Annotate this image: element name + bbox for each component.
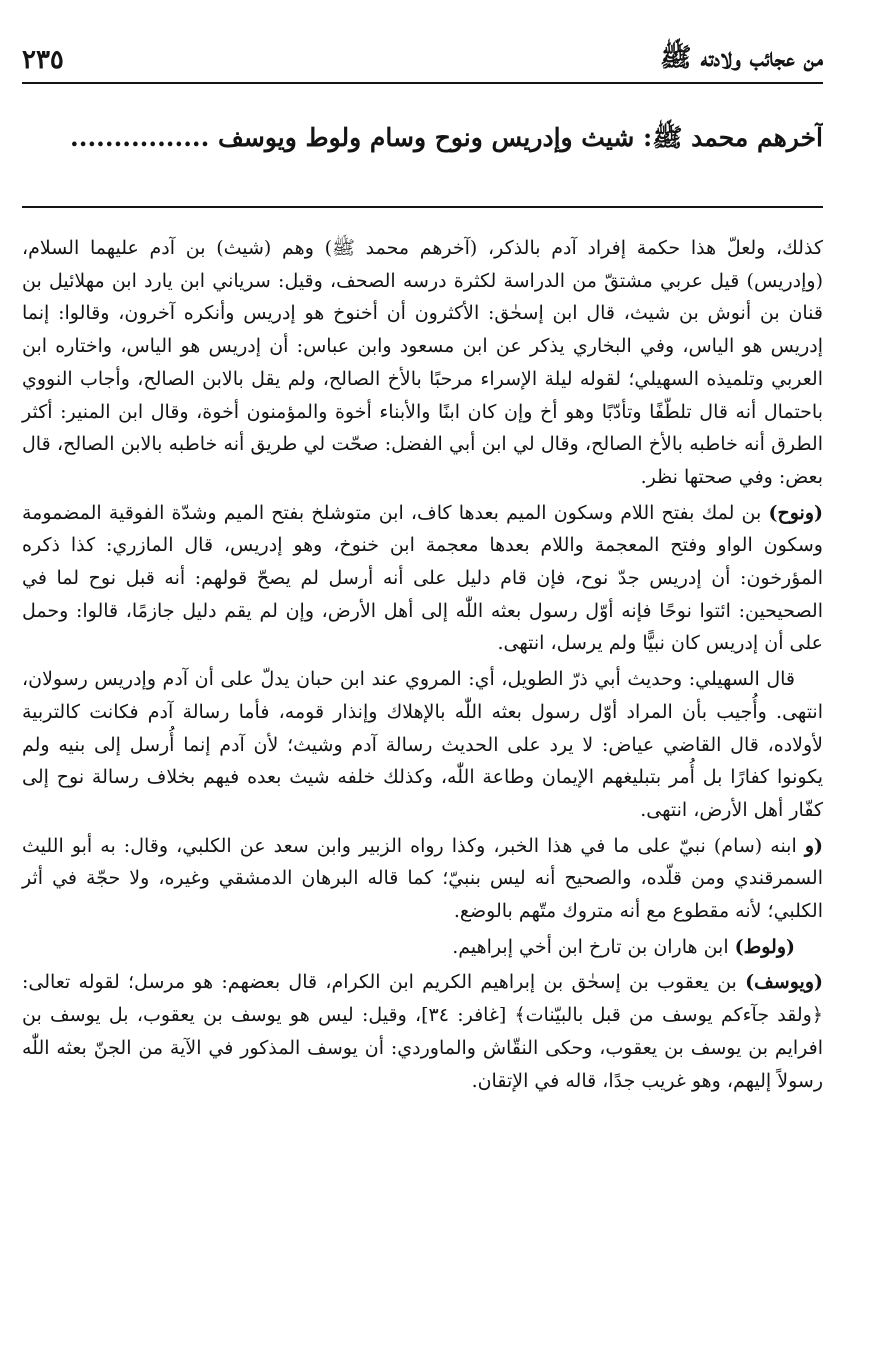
paragraph-text: ابنه (سام) نبيّ على ما في هذا الخبر، وكذا رواه الزبير وابن سعد عن الكلبي، وقال: به أبو الليث السمرقندي ومن قلّده، والصحيح أنه ليس بنبيّ؛ كما قاله البرهان الدمشقي وغيره، ولا حجّة في أثر الكلبي؛ لأنه مقطوع مع أنه متروك متّهم بالوضع. (22, 834, 823, 923)
paragraph-heading: (ويوسف) (745, 971, 823, 994)
matn-ellipsis: ................ (70, 123, 210, 152)
commentary-paragraph (22, 966, 823, 1097)
paragraph-text: بن يعقوب بن إسحٰق بن إبراهيم الكريم ابن الكرام، قال بعضهم: هو مرسل؛ لقوله تعالى: ﴿ولقد جآءكم يوسف من قبل بالبيّنات﴾ [غافر: ٣٤]، وقيل: ليس هو يوسف بن يعقوب، بل يوسف بن افرايم بن يوسف بن يعقوب، وحكى النقّاش والماوردي: أن يوسف المذكور في الآية من الجنّ بعثه اللّٰه رسولاً إليهم، وهو غريب جدًا، قاله في الإتقان. (22, 971, 823, 1092)
matn-line (22, 118, 823, 158)
paragraph-text: كذلك، ولعلّ هذا حكمة إفراد آدم بالذكر، (آخرهم محمد ﷺ) وهم (شيث) بن آدم عليهما السلام، (وإدريس) قيل عربي مشتقّ من الدراسة لكثرة درسه الصحف، وقيل: سرياني ابن يارد ابن مهلائيل بن قنان بن أنوش بن شيث، قال ابن إسحٰق: الأكثرون أن أخنوخ هو إدريس وأنكره آخرون، وقالوا: إنما إدريس هو الياس، وفي البخاري يذكر عن ابن مسعود وابن عباس: أن إدريس هو الياس، واختاره ابن العربي وتلميذه السهيلي؛ لقوله ليلة الإسراء مرحبًا بالأخ الصالح، ولم يقل بالابن الصالح، وأجاب النووي باحتمال أنه قال تلطّفًا وتأدّبًا وهو أخ وإن كان ابنًا والأبناء أخوة والمؤمنون أخوة، وقال ابن المنير: أكثر الطرق أنه خاطبه بالأخ الصالح، وقال لي ابن أبي الفضل: صحّت لي طريق أنه خاطبه بالابن الصالح، قال بعض: وفي صحتها نظر. (22, 237, 823, 488)
paragraph-text: ابن هاران بن تارخ ابن أخي إبراهيم. (452, 935, 735, 958)
running-header (22, 38, 823, 82)
matn-commentary-separator (22, 206, 823, 208)
paragraph-heading: (ونوح) (768, 501, 823, 524)
paragraph-text: قال السهيلي: وحديث أبي ذرّ الطويل، أي: المروي عند ابن حبان يدلّ على أن آدم وإدريس رسولان، انتهى. وأُجيب بأن المراد أوّل رسول بعثه اللّٰه بالإهلاك وإنذار قومه، فأما رسالة آدم فكانت كالتربية لأولاده، قال القاضي عياض: لا يرد على الحديث رسالة آدم وشيث؛ لأن آدم إنما أُرسل إلى بنيه ولم يكونوا كفارًا بل أُمر بتبليغهم الإيمان وطاعة اللّٰه، وكذلك خلفه شيث بعده فيهم بخلاف رسالة نوح إلى كفّار أهل الأرض، انتهى. (22, 668, 823, 821)
paragraph-heading: (ولوط) (734, 935, 795, 958)
commentary-paragraph (22, 830, 823, 928)
paragraph-heading: (و (804, 834, 823, 857)
commentary-paragraph (22, 931, 823, 964)
page-number: ٢٣٥ (22, 45, 64, 75)
commentary (22, 232, 823, 1097)
commentary-paragraph (22, 663, 823, 827)
running-title: من عجائب ولادته ﷺ (660, 43, 823, 73)
commentary-paragraph (22, 232, 823, 494)
commentary-paragraph (22, 497, 823, 661)
header-rule (22, 82, 823, 84)
paragraph-text: بن لمك بفتح اللام وسكون الميم بعدها كاف، ابن متوشلخ بفتح الميم وشدّة الفوقية المضمومة وسكون الواو وفتح المعجمة واللام بعدها معجمة ابن خنوخ، وهو إدريس، قال المازري: كذا ذكره المؤرخون: أن إدريس جدّ نوح، فإن قام دليل على أنه أرسل لم يصحّ قولهم: أنه قبل نوح لما في الصحيحين: ائتوا نوحًا فإنه أوّل رسول بعثه اللّٰه إلى أهل الأرض، وإن لم يقم دليل جازمًا، قالوا: وحمل على أن إدريس كان نبيًّا ولم يرسل، انتهى. (22, 501, 823, 655)
matn-text: آخرهم محمد ﷺ: شيث وإدريس ونوح وسام ولوط ويوسف (218, 123, 823, 152)
